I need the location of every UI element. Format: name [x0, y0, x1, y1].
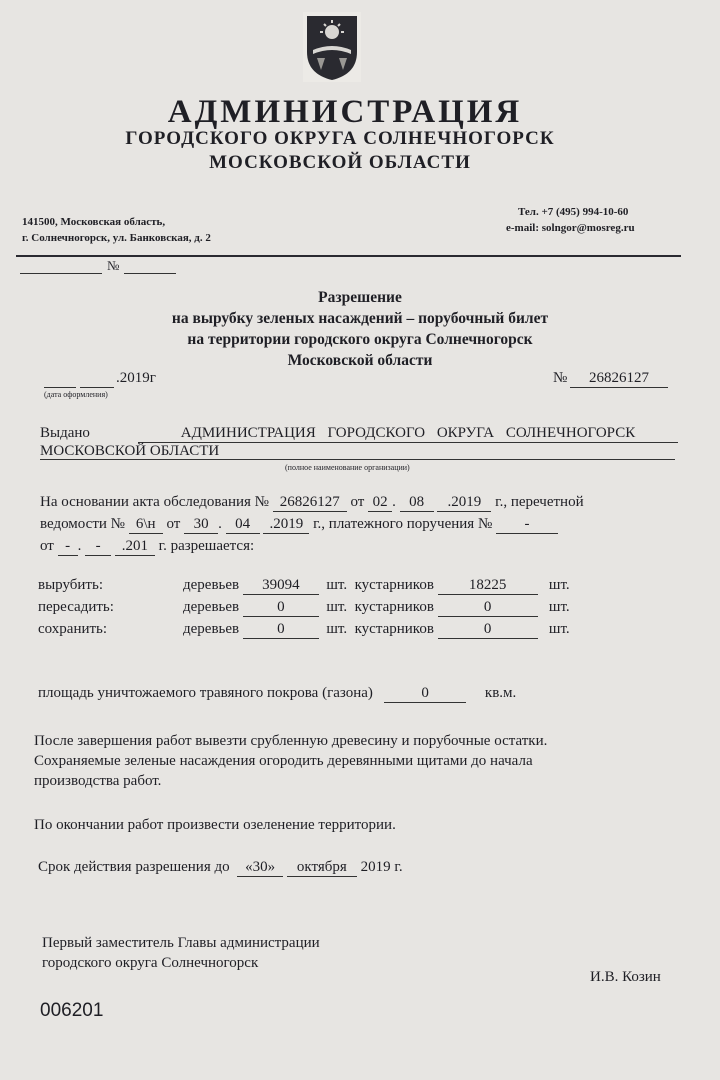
- validity-year: 2019 г.: [360, 859, 403, 875]
- statement-number: 6\н: [129, 516, 163, 534]
- statement-day: 30: [184, 516, 218, 534]
- reg-date-blank: [20, 273, 102, 274]
- note-paragraph-1-line-3: производства работ.: [34, 773, 162, 789]
- validity-month: октября: [287, 859, 357, 877]
- shrubs-count: 0: [438, 621, 538, 639]
- header-title: АДМИНИСТРАЦИЯ: [167, 94, 523, 130]
- issued-to-organization-line-2: МОСКОВСКОЙ ОБЛАСТИ: [40, 443, 220, 459]
- doc-title-line-4: Московской области: [287, 352, 433, 369]
- trees-count: 0: [243, 621, 319, 639]
- organization-caption: (полное наименование организации): [285, 463, 410, 472]
- trees-count: 0: [243, 599, 319, 617]
- phone-number: Тел. +7 (495) 994-10-60: [518, 206, 629, 218]
- coat-of-arms-emblem: [303, 12, 361, 82]
- basis-line-1: На основании акта обследования № 26826127 от 02 . 08 .2019 г., перечетной: [40, 494, 584, 510]
- note-paragraph-1: После завершения работ вывезти срубленную древесину и порубочные остатки.: [34, 733, 548, 749]
- action-keep-label: сохранить:: [38, 621, 108, 637]
- statement-year: .2019: [263, 516, 309, 534]
- address-line-2: г. Солнечногорск, ул. Банковская, д. 2: [22, 232, 211, 244]
- reg-number-blank: [124, 273, 176, 274]
- signatory-name: И.В. Козин: [590, 969, 661, 985]
- payment-number: -: [496, 516, 558, 534]
- lawn-area-value: 0: [384, 685, 466, 703]
- act-number: 26826127: [273, 494, 347, 512]
- trees-count: 39094: [243, 577, 319, 595]
- issue-day-blank: [44, 387, 76, 388]
- basis-line-2: ведомости № 6\н от 30 . 04 .2019 г., платежного поручения № -: [40, 516, 558, 534]
- act-year: .2019: [437, 494, 491, 512]
- act-day: 02: [368, 494, 392, 512]
- header-subtitle: ГОРОДСКОГО ОКРУГА СОЛНЕЧНОГОРСК: [125, 128, 555, 149]
- issued-to-label: Выдано: [40, 425, 90, 441]
- issue-month-blank: [80, 387, 114, 388]
- payment-month: -: [85, 538, 111, 556]
- doc-title-line-3: на территории городского округа Солнечногорск: [187, 331, 533, 348]
- action-cut-label: вырубить:: [38, 577, 103, 593]
- validity-row: Срок действия разрешения до «30» октября 2019 г.: [38, 859, 403, 875]
- header-divider: [16, 255, 681, 257]
- shrubs-count: 18225: [438, 577, 538, 595]
- issued-to-organization: АДМИНИСТРАЦИЯ ГОРОДСКОГО ОКРУГА СОЛНЕЧНОГОРСК: [138, 425, 678, 443]
- issue-year: .2019г: [116, 370, 156, 386]
- address-line-1: 141500, Московская область,: [22, 216, 166, 228]
- payment-year: .201: [115, 538, 155, 556]
- permit-number-label: №: [553, 370, 568, 386]
- shrubs-count: 0: [438, 599, 538, 617]
- action-row: деревьев 0 шт. кустарников 0 шт.: [183, 621, 570, 637]
- permit-number: 26826127: [570, 370, 668, 388]
- action-row: деревьев 39094 шт. кустарников 18225 шт.: [183, 577, 570, 593]
- note-paragraph-1-line-2: Сохраняемые зеленые насаждения огородить деревянными щитами до начала: [34, 753, 533, 769]
- doc-title: Разрешение: [318, 289, 402, 306]
- signatory-position: Первый заместитель Главы администрации: [42, 935, 320, 951]
- basis-line-3: от - . - .201 г. разрешается:: [40, 538, 255, 554]
- signatory-position-line-2: городского округа Солнечногорск: [42, 955, 259, 971]
- act-month: 08: [400, 494, 434, 512]
- action-row: деревьев 0 шт. кустарников 0 шт.: [183, 599, 570, 615]
- lawn-area-row: площадь уничтожаемого травяного покрова (газона) 0 кв.м.: [38, 685, 517, 701]
- note-paragraph-2: По окончании работ произвести озеленение территории.: [34, 817, 396, 833]
- payment-day: -: [58, 538, 78, 556]
- doc-title-line-2: на вырубку зеленых насаждений – порубочный билет: [171, 310, 549, 327]
- serial-number: 006201: [40, 1000, 104, 1021]
- validity-day: «30»: [237, 859, 283, 877]
- statement-month: 04: [226, 516, 260, 534]
- reg-number-label: №: [107, 258, 120, 273]
- header-region: МОСКОВСКОЙ ОБЛАСТИ: [209, 152, 471, 173]
- issued-to-underline: [40, 459, 675, 460]
- email-address: e-mail: solngor@mosreg.ru: [506, 222, 635, 234]
- issue-date-caption: (дата оформления): [44, 390, 108, 399]
- action-transplant-label: пересадить:: [38, 599, 114, 615]
